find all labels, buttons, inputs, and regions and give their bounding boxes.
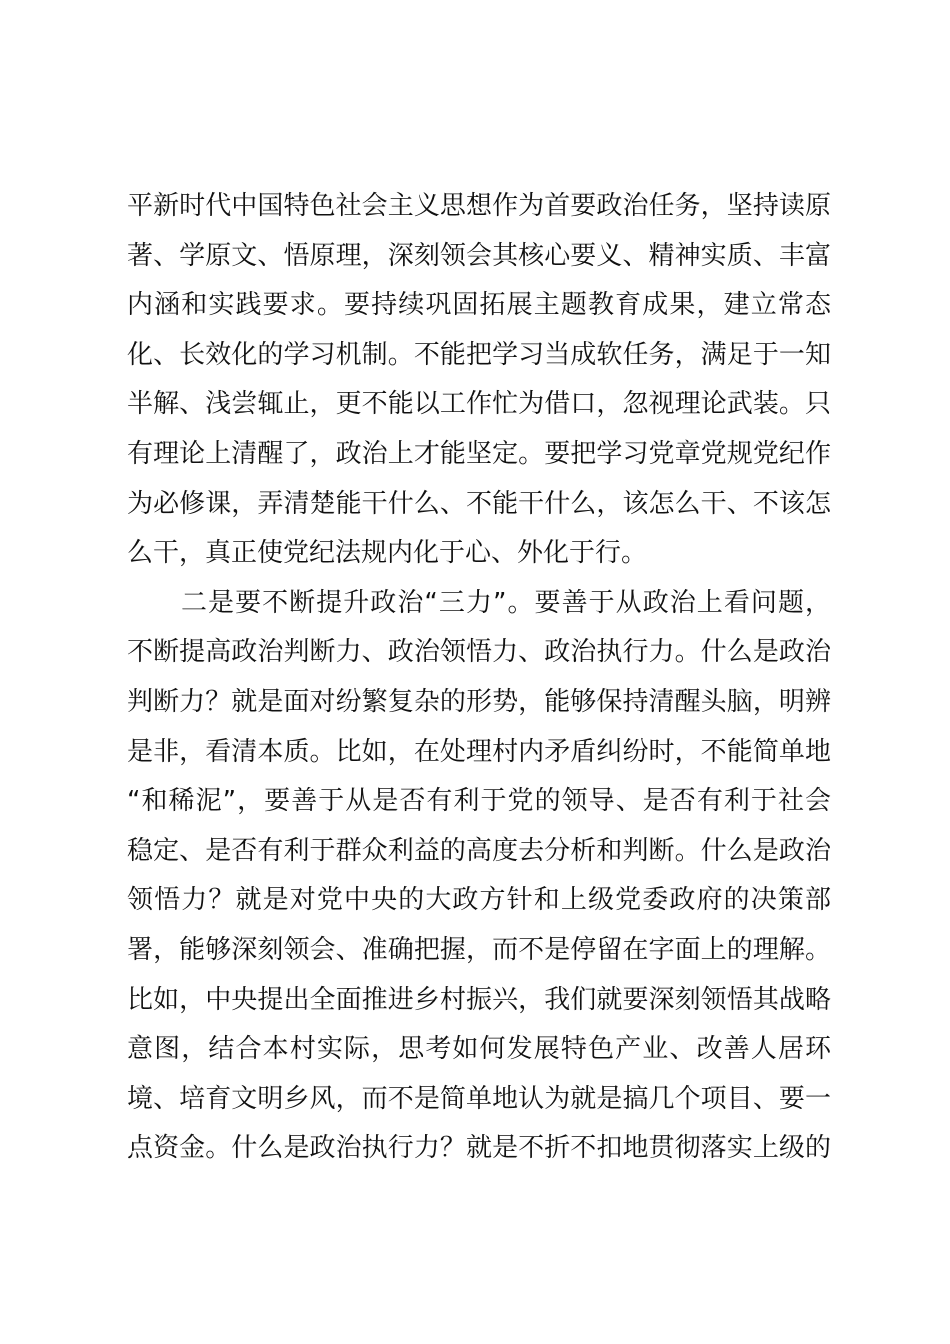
text-line: 平新时代中国特色社会主义思想作为首要政治任务，坚持读原	[127, 191, 831, 221]
text-line: 比如，中央提出全面推进乡村振兴，我们就要深刻领悟其战略	[127, 984, 831, 1015]
text-line: 不断提高政治判断力、政治领悟力、政治执行力。什么是政治	[127, 637, 831, 668]
text-line: 化、长效化的学习机制。不能把学习当成软任务，满足于一知	[127, 339, 831, 370]
document-body	[127, 182, 831, 1174]
text-line: 内涵和实践要求。要持续巩固拓展主题教育成果，建立常态	[127, 290, 831, 321]
text-line: 著、学原文、悟原理，深刻领会其核心要义、精神实质、丰富	[127, 240, 831, 271]
text-line: 稳定、是否有利于群众利益的高度去分析和判断。什么是政治	[127, 835, 831, 866]
text-line: 领悟力？就是对党中央的大政方针和上级党委政府的决策部	[127, 885, 831, 916]
text-line: 为必修课，弄清楚能干什么、不能干什么，该怎么干、不该怎	[127, 488, 831, 519]
text-line: 有理论上清醒了，政治上才能坚定。要把学习党章党规党纪作	[127, 438, 831, 469]
text-line: 署，能够深刻领会、准确把握，而不是停留在字面上的理解。	[127, 934, 831, 965]
text-line: 半解、浅尝辄止，更不能以工作忙为借口，忽视理论武装。只	[127, 389, 831, 420]
text-line: “和稀泥”，要善于从是否有利于党的领导、是否有利于社会	[127, 786, 831, 817]
text-line: 是非，看清本质。比如，在处理村内矛盾纠纷时，不能简单地	[127, 736, 831, 767]
text-line: 意图，结合本村实际，思考如何发展特色产业、改善人居环	[127, 1034, 831, 1065]
text-line: 点资金。什么是政治执行力？就是不折不扣地贯彻落实上级的	[127, 1133, 831, 1164]
paragraph-start-line: 二是要不断提升政治“三力”。要善于从政治上看问题，	[181, 587, 831, 618]
text-line: 判断力？就是面对纷繁复杂的形势，能够保持清醒头脑，明辨	[127, 686, 831, 717]
text-line: 境、培育文明乡风，而不是简单地认为就是搞几个项目、要一	[127, 1083, 831, 1114]
text-line: 么干，真正使党纪法规内化于心、外化于行。	[127, 538, 648, 569]
